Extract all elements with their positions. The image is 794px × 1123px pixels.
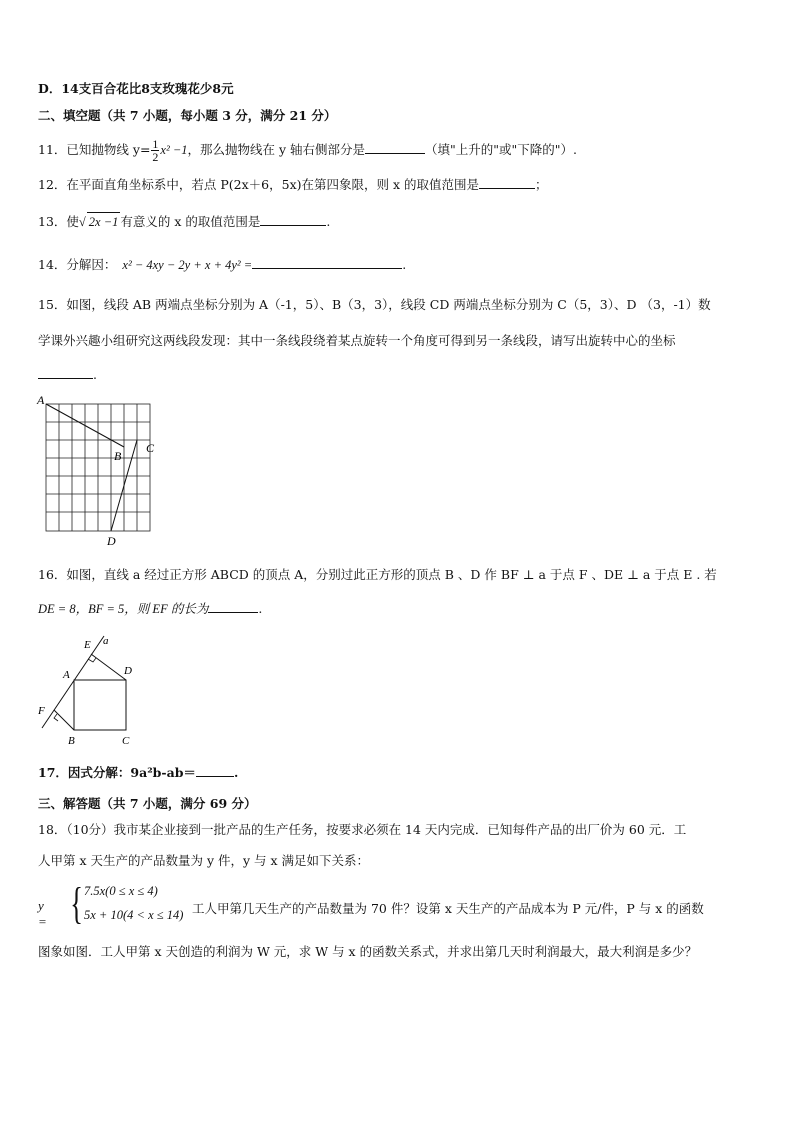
question-11 bbox=[38, 138, 756, 163]
question-16-line-2 bbox=[38, 600, 756, 618]
q13-end: . bbox=[326, 214, 331, 229]
right-angle-f bbox=[54, 714, 58, 721]
q14-prefix: 14．分解因： bbox=[38, 257, 117, 272]
question-18-line-3: 工人甲第几天生产的产品数量为 70 件？设第 x 天生产的产品成本为 P 元/件，P 与 x 的函数 bbox=[192, 901, 704, 916]
question-15-line-2: 学课外兴趣小组研究这两线段发现：其中一条线段绕着某点旋转一个角度可得到另一条线段，请写出旋转中心的坐标 bbox=[38, 333, 676, 348]
point-c-label: C bbox=[122, 735, 130, 747]
q18-system-case-2: 5x + 10(4 < x ≤ 14) bbox=[84, 908, 184, 922]
segment-de bbox=[91, 654, 126, 680]
q17-answer-blank[interactable] bbox=[196, 764, 234, 777]
q13-answer-blank[interactable] bbox=[260, 213, 326, 226]
section-fill-in-heading: 二、填空题（共 7 小题，每小题 3 分，满分 21 分） bbox=[38, 108, 337, 123]
section-answer-heading: 三、解答题（共 7 小题，满分 69 分） bbox=[38, 796, 257, 811]
question-15-line-1: 15．如图，线段 AB 两端点坐标分别为 A（-1，5）、B（3，3），线段 CD 两端点坐标分别为 C（5，3）、D （3，-1）数 bbox=[38, 297, 711, 312]
point-b-label: B bbox=[114, 449, 122, 463]
point-d-label: D bbox=[107, 534, 116, 548]
brace-icon: { bbox=[70, 879, 83, 928]
point-a-label: A bbox=[37, 393, 45, 407]
q15-answer-blank[interactable] bbox=[38, 366, 93, 379]
q16-end: . bbox=[258, 601, 263, 616]
figure-15-gridlines bbox=[46, 404, 150, 531]
q18-system-case-1: 7.5x(0 ≤ x ≤ 4) bbox=[84, 884, 158, 898]
point-b-label: B bbox=[68, 735, 75, 747]
q13-text: 有意义的 x 的取值范围是 bbox=[120, 214, 261, 229]
question-12 bbox=[38, 176, 756, 194]
line-a bbox=[42, 636, 104, 728]
q11-expression: x² −1 bbox=[160, 143, 188, 157]
q14-end: . bbox=[402, 257, 407, 272]
point-a-label: A bbox=[63, 669, 70, 681]
question-18-line-1: 18．（10分）我市某企业接到一批产品的生产任务，按要求必须在 14 天内完成．已知每件产品的出厂价为 60 元．工 bbox=[38, 822, 687, 837]
q14-expression: x² − 4xy − 2y + x + 4y² = bbox=[122, 258, 253, 272]
question-14 bbox=[38, 256, 756, 274]
figure-16-square bbox=[34, 632, 144, 750]
point-e-label: E bbox=[84, 639, 91, 651]
figure-15-grid bbox=[34, 390, 164, 550]
q17-text: 17．因式分解：9a²b-ab＝ bbox=[38, 765, 196, 780]
q11-prefix: 11．已知抛物线 y= bbox=[38, 142, 151, 157]
point-c-label: C bbox=[146, 441, 155, 455]
q11-text: ，那么抛物线在 y 轴右侧部分是 bbox=[187, 142, 366, 157]
q12-text: 12．在平面直角坐标系中，若点 P(2x＋6，5x)在第四象限，则 x 的取值范围是 bbox=[38, 177, 479, 192]
question-16-line-1: 16．如图，直线 a 经过正方形 ABCD 的顶点 A，分别过此正方形的顶点 B 、D 作 BF ⊥ a 于点 F 、DE ⊥ a 于点 E . 若 bbox=[38, 567, 717, 582]
question-18-line-2: 人甲第 x 天生产的产品数量为 y 件，y 与 x 满足如下关系： bbox=[38, 853, 370, 868]
q18-system-lhs: y = bbox=[38, 898, 47, 929]
q11-fraction bbox=[151, 138, 159, 163]
q11-frac-den: 2 bbox=[152, 150, 159, 164]
point-f-label: F bbox=[38, 705, 45, 717]
q14-answer-blank[interactable] bbox=[252, 256, 402, 269]
q17-end: . bbox=[233, 765, 239, 780]
q16-text: DE = 8，BF = 5，则 EF 的长为 bbox=[38, 602, 209, 616]
point-d-label: D bbox=[124, 665, 132, 677]
q13-sqrt-expression: 2x −1 bbox=[87, 212, 121, 231]
q11-end: （填"上升的"或"下降的"）. bbox=[425, 142, 578, 157]
q16-answer-blank[interactable] bbox=[208, 600, 258, 613]
line-a-label: a bbox=[103, 635, 109, 647]
option-d: D．14支百合花比8支玫瑰花少8元 bbox=[38, 81, 234, 96]
q13-prefix: 13．使 bbox=[38, 214, 79, 229]
question-13: 13．使√ 2x −1 有意义的 x 的取值范围是 . bbox=[38, 214, 331, 229]
q12-end: ； bbox=[535, 177, 548, 192]
q11-frac-num: 1 bbox=[152, 137, 159, 151]
question-18-line-4: 图象如图．工人甲第 x 天创造的利润为 W 元，求 W 与 x 的函数关系式，并求出第几天时利润最大，最大利润是多少？ bbox=[38, 944, 698, 959]
square-abcd bbox=[74, 680, 126, 730]
question-17 bbox=[38, 764, 756, 782]
q11-answer-blank[interactable] bbox=[365, 141, 425, 154]
q15-end: . bbox=[93, 367, 97, 382]
question-15-line-3 bbox=[38, 366, 756, 384]
q12-answer-blank[interactable] bbox=[479, 176, 535, 189]
